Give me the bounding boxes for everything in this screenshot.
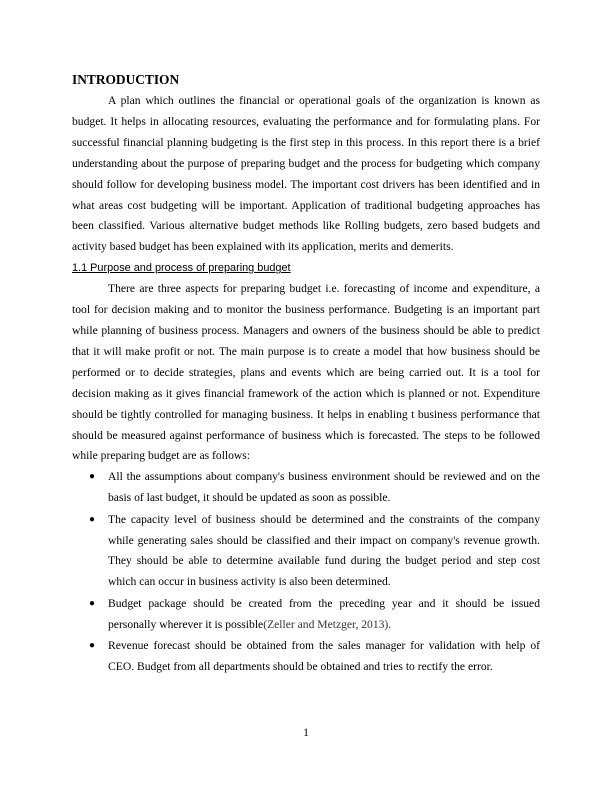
- steps-list: [72, 467, 540, 678]
- bullet-icon: ●: [89, 513, 96, 525]
- bullet-icon: ●: [89, 471, 96, 483]
- section-title: 1.1 Purpose and process of preparing budget: [72, 262, 291, 275]
- list-item-text: The capacity level of business should be determined and the constraints of the company while generating sales should be classified and their impact on company's revenue growth. They should be able to determine available fund during the budget period and step cost which can occur in business activity is also been determined.: [108, 512, 540, 589]
- list-item-text: Revenue forecast should be obtained from the sales manager for validation with help of CEO. Budget from all departments should be obtained and tries to rectify the error.: [108, 639, 540, 673]
- citation: (Zeller and Metzger, 2013).: [263, 617, 392, 631]
- bullet-icon: ●: [89, 640, 96, 652]
- list-item-text: All the assumptions about company's business environment should be reviewed and on the basis of last budget, it should be updated as soon as possible.: [108, 470, 540, 505]
- list-item: [72, 636, 540, 678]
- page-heading: INTRODUCTION: [72, 72, 180, 87]
- list-item: [72, 467, 540, 509]
- bullet-icon: ●: [89, 597, 96, 609]
- page-number: 1: [303, 726, 309, 739]
- list-item-text: Budget package should be created from the preceding year and it should be issued personally wherever it is possible: [108, 596, 540, 631]
- document-page: [72, 72, 540, 678]
- list-item: [72, 594, 540, 636]
- section-paragraph: There are three aspects for preparing budget i.e. forecasting of income and expenditure, a tool for decision making and to monitor the business performance. Budgeting is an important part while planning of business process. Managers and owners of the business should be able to predict that it will make profit or not. The main purpose is to create a model that how business should be performed or to decide strategies, plans and events which are being carried out. It is a tool for decision making as it gives financial framework of the action which is planned or not. Expenditure should be tightly controlled for managing business. It helps in enabling t business performance that should be measured against performance of business which is forecasted. The steps to be followed while preparing budget are as follows:: [72, 282, 540, 463]
- list-item: [72, 510, 540, 594]
- intro-paragraph: A plan which outlines the financial or operational goals of the organization is known as budget. It helps in allocating resources, evaluating the performance and for formulating plans. For successful financial planning budgeting is the first step in this process. In this report there is a brief understanding about the purpose of preparing budget and the process for budgeting which company should follow for developing business model. The important cost drivers has been identified and in what areas cost budgeting will be important. Application of traditional budgeting approaches has been classified. Various alternative budget methods like Rolling budgets, zero based budgets and activity based budget has been explained with its application, merits and demerits.: [72, 94, 540, 254]
